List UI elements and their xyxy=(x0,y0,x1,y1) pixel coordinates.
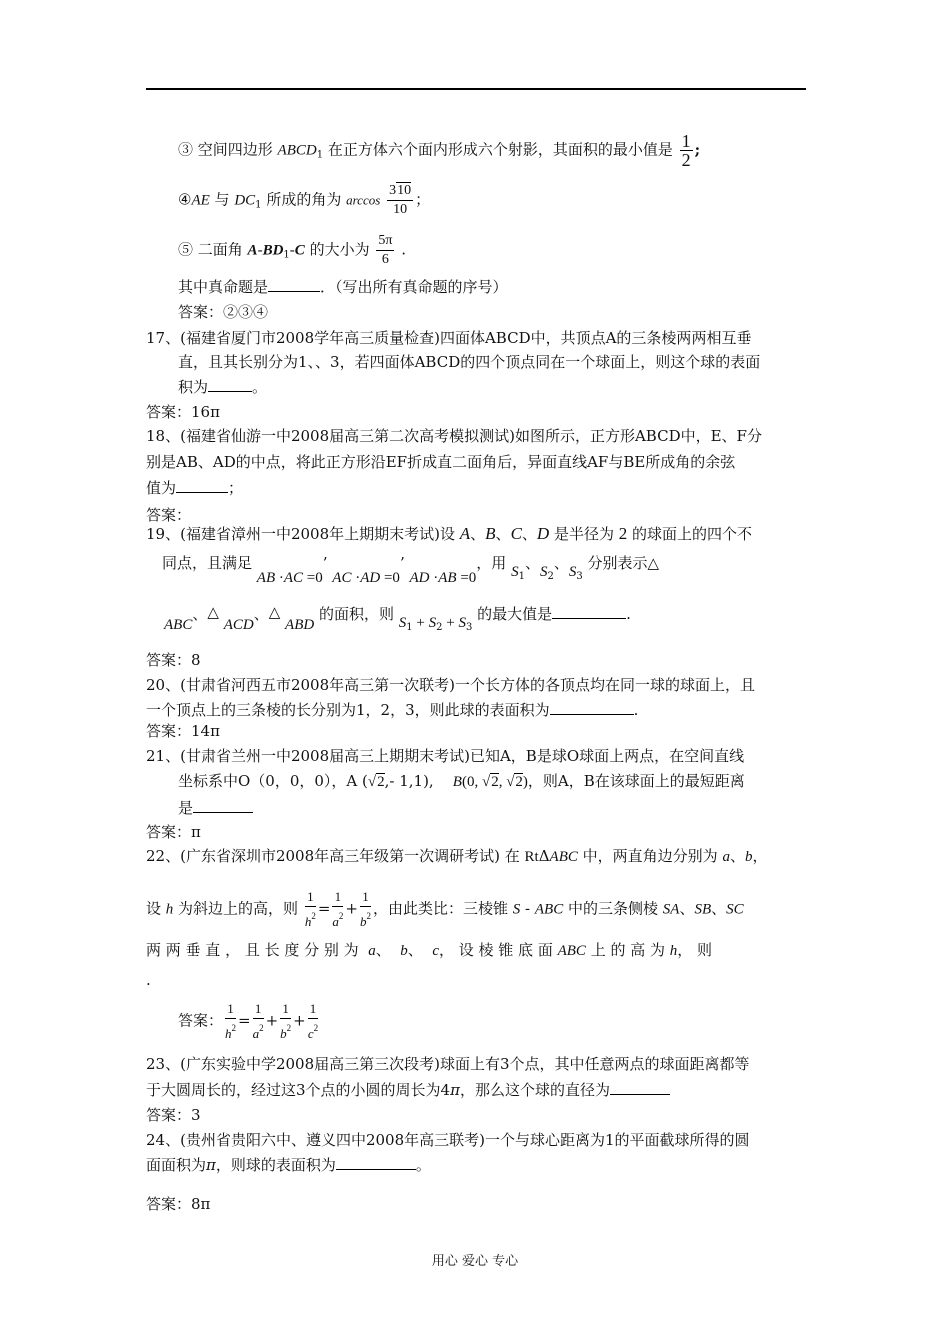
statement-3: ③ 空间四边形 $ABCD_1$ 在正方体六个面内形成六个射影，其面积的最小值是 $\frac{1}{2}$ ; xyxy=(178,131,701,170)
page-footer: 用心 爱心 专心 xyxy=(431,1254,519,1269)
question-18-line3: 值为 ； xyxy=(146,479,244,497)
answer-19: 答案：8 xyxy=(146,651,201,669)
question-23-line2: 于大圆周长的，经过这3个点的小圆的周长为4π，那么这个球的直径为 xyxy=(146,1079,670,1100)
answer-18: 答案： xyxy=(146,506,192,524)
question-22-line2: 设 h 为斜边上的高，则 $\frac{1}{h^2}$ = $\frac{1}{a^2}$ + $\frac{1}{b^2}$ ，由此类比：三棱锥 S - ABC 中的三条侧棱 SA、SB、SC xyxy=(146,889,744,929)
question-19-line3: ABC、△ ACD、△ ABD 的面积，则 $S_1 + S_2 + S_3$ 的最大值是 . xyxy=(164,603,631,633)
question-24-line1: 24、(贵州省贵阳六中、遵义四中2008年高三联考)一个与球心距离为1的平面截球所得的圆 xyxy=(146,1131,750,1149)
question-21-line1: 21、(甘肃省兰州一中2008届高三上期期末考试)已知A，B是球O球面上两点，在空间直线 xyxy=(146,747,745,765)
answer-20: 答案：14π xyxy=(146,722,220,740)
question-24-line2: 面面积为π，则球的表面积为 。 xyxy=(146,1156,431,1174)
question-23-line1: 23、(广东实验中学2008届高三第三次段考)球面上有3个点，其中任意两点的球面距离都等 xyxy=(146,1055,750,1073)
question-22-line1: 22、(广东省深圳市2008年高三年级第一次调研考试) 在 RtΔABC 中，两直角边分别为 a、b， xyxy=(146,847,768,865)
question-20-line2: 一个顶点上的三条棱的长分别为1，2，3，则此球的表面积为 . xyxy=(146,701,639,719)
question-18-line1: 18、(福建省仙游一中2008届高三第二次高考模拟测试)如图所示，正方形ABCD中，E、F分 xyxy=(146,427,762,445)
answer-17: 答案：16π xyxy=(146,403,220,421)
answer-22: 答案： $\frac{1}{h^2}$ = $\frac{1}{a^2}$ + $\frac{1}{b^2}$ + $\frac{1}{c^2}$ xyxy=(178,1001,319,1041)
question-prompt: 其中真命题是 ．（写出所有真命题的序号） xyxy=(178,278,508,296)
header-rule xyxy=(146,88,806,90)
statement-5: ⑤ 二面角 $A-BD_1-C$ 的大小为 $\frac{5\pi}{6}$ . xyxy=(178,233,406,267)
question-21-line2: 坐标系中O（0，0，0），A (√2,- 1,1), B(0, √2, √2)，则A，B在该球面上的最短距离 xyxy=(178,772,745,790)
answer-16: 答案：②③④ xyxy=(178,303,269,321)
question-19-line2: 同点，且满足 AB ·AC =0’ AC ·AD =0’ AD ·AB =0，用 $S_1$、$S_2$、$S_3$ 分别表示△ xyxy=(162,554,660,586)
question-17-line1: 17、(福建省厦门市2008学年高三质量检查)四面体ABCD中，共顶点A的三条棱两两相互垂 xyxy=(146,329,752,347)
question-18-line2: 别是AB、AD的中点，将此正方形沿EF折成直二面角后，异面直线AF与BE所成角的余弦 xyxy=(146,453,736,471)
question-19-line1: 19、(福建省漳州一中2008年上期期末考试)设 A、B、C、D 是半径为 2 的球面上的四个不 xyxy=(146,524,753,543)
question-22-line4: . xyxy=(146,971,151,989)
question-17-line3: 积为 。 xyxy=(178,378,268,396)
answer-23: 答案：3 xyxy=(146,1106,201,1124)
question-20-line1: 20、(甘肃省河西五市2008年高三第一次联考)一个长方体的各顶点均在同一球的球面上，且 xyxy=(146,676,755,694)
question-22-line3: 两 两 垂 直 ， 且 长 度 分 别 为 a、 b、 c， 设 棱 锥 底 面 ABC 上 的 高 为 h， 则 xyxy=(146,941,713,959)
question-21-line3: 是 xyxy=(178,797,253,818)
answer-24: 答案：8π xyxy=(146,1195,211,1213)
statement-4: ④AE 与 $DC_1$ 所成的角为 arccos $\frac{310}{10}$ ； xyxy=(178,183,431,217)
answer-21: 答案：π xyxy=(146,823,201,841)
question-17-line2: 直，且其长别分为1、、3，若四面体ABCD的四个顶点同在一个球面上，则这个球的表面 xyxy=(178,353,761,371)
